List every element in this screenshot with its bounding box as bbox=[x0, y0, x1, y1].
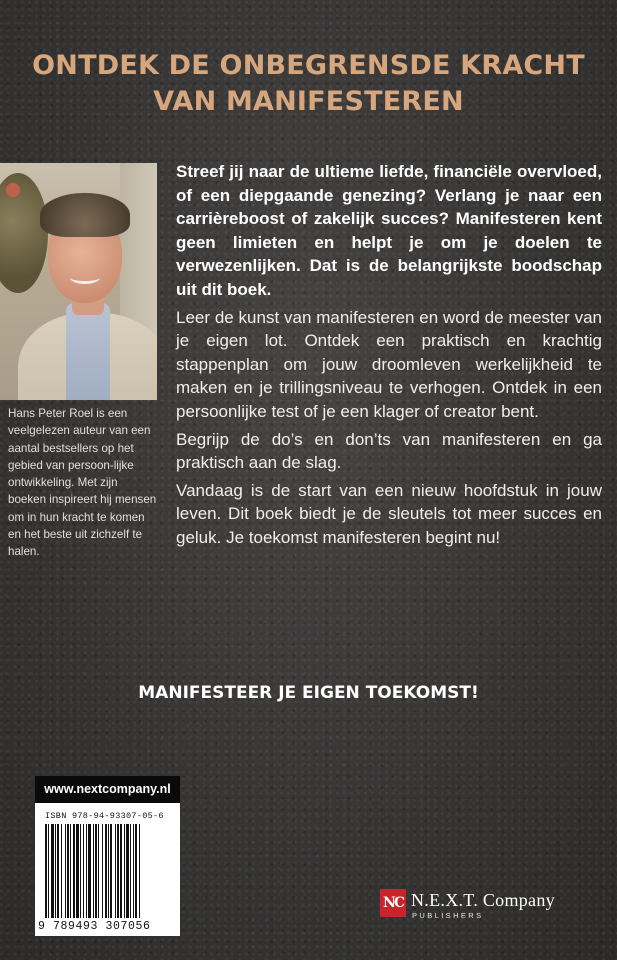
blurb-paragraph-1: Leer de kunst van manifesteren en word de meester van je eigen lot. Ontdek een praktisch en krachtig stappenplan om jouw droomleven werkelijkheid te maken en je trillingsniveau te verhogen. Ontdek in een persoonlijke test of je een klager of creator bent. bbox=[176, 307, 602, 421]
publisher-name: N.E.X.T. Company bbox=[411, 890, 555, 910]
publisher-subtitle: PUBLISHERS bbox=[412, 911, 484, 920]
blurb-intro: Streef jij naar de ultieme liefde, financiële overvloed, of een diepgaande genezing? Verlang je naar een carrièreboost of zakelijk succes? Manifesteren kent geen limieten en helpt je om je doelen te verwezenlijken. Dat is de belangrijkste boodschap uit dit boek. bbox=[176, 162, 602, 299]
barcode-icon bbox=[43, 824, 173, 920]
website-url: www.nextcompany.nl bbox=[35, 776, 180, 803]
author-photo bbox=[0, 163, 157, 400]
headline-line-2: VAN MANIFESTEREN bbox=[153, 86, 464, 117]
blurb-paragraph-3: Vandaag is de start van een nieuw hoofdstuk in jouw leven. Dit boek biedt je de sleutels tot meer succes en geluk. Je toekomst manifesteren begint nu! bbox=[176, 480, 602, 547]
barcode-number: 9 789493 307056 bbox=[38, 920, 151, 933]
tagline: MANIFESTEER JE EIGEN TOEKOMST! bbox=[138, 683, 479, 703]
isbn-label: ISBN 978-94-93307-05-6 bbox=[45, 811, 164, 821]
headline-line-1: ONTDEK DE ONBEGRENSDE KRACHT bbox=[32, 50, 585, 81]
author-bio: Hans Peter Roel is een veelgelezen auteur van een aantal bestsellers op het gebied van persoon-lijke ontwikkeling. Met zijn boeken inspireert hij mensen om in hun kracht te komen en het beste uit zichzelf te halen. bbox=[8, 407, 157, 559]
headline bbox=[0, 48, 617, 120]
blurb bbox=[176, 160, 602, 554]
blurb-paragraph-2: Begrijp de do’s en don’ts van manifesteren en ga praktisch aan de slag. bbox=[176, 429, 602, 473]
nc-logo-icon: NC bbox=[380, 889, 406, 917]
